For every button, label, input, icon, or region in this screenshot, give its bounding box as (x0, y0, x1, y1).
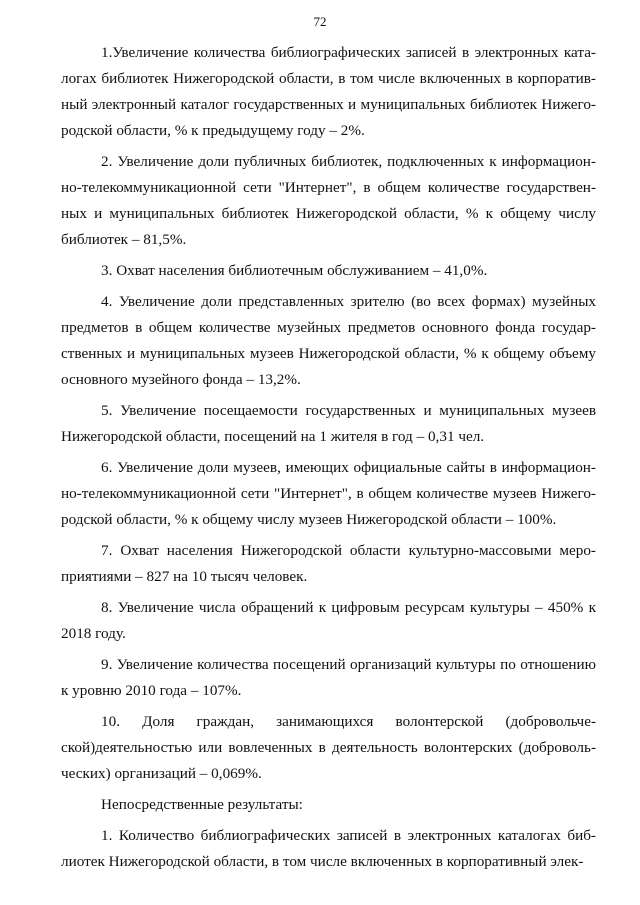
paragraph-line: 1. Количество библиографических записей в электронных каталогах биб- (101, 827, 596, 844)
paragraph-line: но-телекоммуникационной сети "Интернет", в общем количестве музеев Нижего- (61, 485, 596, 502)
paragraph (61, 455, 596, 533)
paragraph-line: логах библиотек Нижегородской области, в том числе включенных в корпоратив- (61, 70, 596, 87)
paragraph-line: 7. Охват населения Нижегородской области культурно-массовыми меро- (101, 542, 596, 559)
paragraph (61, 258, 596, 284)
paragraph-line: родской области, % к общему числу музеев Нижегородской области – 100%. (61, 511, 557, 528)
paragraph-line: предметов в общем количестве музейных предметов основного фонда государ- (61, 319, 596, 336)
paragraph (61, 709, 596, 787)
paragraph-line: 6. Увеличение доли музеев, имеющих официальные сайты в информацион- (101, 459, 596, 476)
paragraph (61, 398, 596, 450)
paragraph-line: библиотек – 81,5%. (61, 231, 187, 248)
paragraph-line: 3. Охват населения библиотечным обслуживанием – 41,0%. (101, 262, 488, 279)
paragraph-line: 1.Увеличение количества библиографических записей в электронных ката- (101, 44, 596, 61)
paragraph-line: приятиями – 827 на 10 тысяч человек. (61, 568, 308, 585)
paragraph-line: 4. Увеличение доли представленных зрителю (во всех формах) музейных (101, 293, 596, 310)
paragraph (61, 652, 596, 704)
paragraph-line: ческих) организаций – 0,069%. (61, 765, 262, 782)
paragraph-line: но-телекоммуникационной сети "Интернет", в общем количестве государствен- (61, 179, 596, 196)
paragraph-line: 9. Увеличение количества посещений организаций культуры по отношению (101, 656, 596, 673)
paragraph-line: 2018 году. (61, 625, 126, 642)
paragraph (61, 538, 596, 590)
paragraph (61, 792, 596, 818)
paragraph-line: 10. Доля граждан, занимающихся волонтерской (добровольче- (101, 713, 596, 730)
paragraph-line: к уровню 2010 года – 107%. (61, 682, 242, 699)
paragraph-line: 2. Увеличение доли публичных библиотек, подключенных к информацион- (101, 153, 596, 170)
paragraph-line: 5. Увеличение посещаемости государственных и муниципальных музеев (101, 402, 596, 419)
paragraph-line: лиотек Нижегородской области, в том числе включенных в корпоративный элек- (61, 853, 584, 870)
paragraph (61, 595, 596, 647)
paragraph-line: ской)деятельностью или вовлеченных в деятельность волонтерских (доброволь- (61, 739, 596, 756)
paragraph-line: родской области, % к предыдущему году – 2%. (61, 122, 365, 139)
paragraph-line: ный электронный каталог государственных и муниципальных библиотек Нижего- (61, 96, 596, 113)
body-text (61, 40, 596, 880)
paragraph (61, 149, 596, 253)
paragraph (61, 289, 596, 393)
page-number: 72 (313, 14, 327, 29)
paragraph-line: ных и муниципальных библиотек Нижегородской области, % к общему числу (61, 205, 596, 222)
paragraph (61, 40, 596, 144)
paragraph-line: основного музейного фонда – 13,2%. (61, 371, 301, 388)
paragraph-line: Непосредственные результаты: (101, 796, 303, 813)
paragraph (61, 823, 596, 875)
paragraph-line: 8. Увеличение числа обращений к цифровым ресурсам культуры – 450% к (101, 599, 596, 616)
paragraph-line: ственных и муниципальных музеев Нижегородской области, % к общему объему (61, 345, 596, 362)
paragraph-line: Нижегородской области, посещений на 1 жителя в год – 0,31 чел. (61, 428, 485, 445)
